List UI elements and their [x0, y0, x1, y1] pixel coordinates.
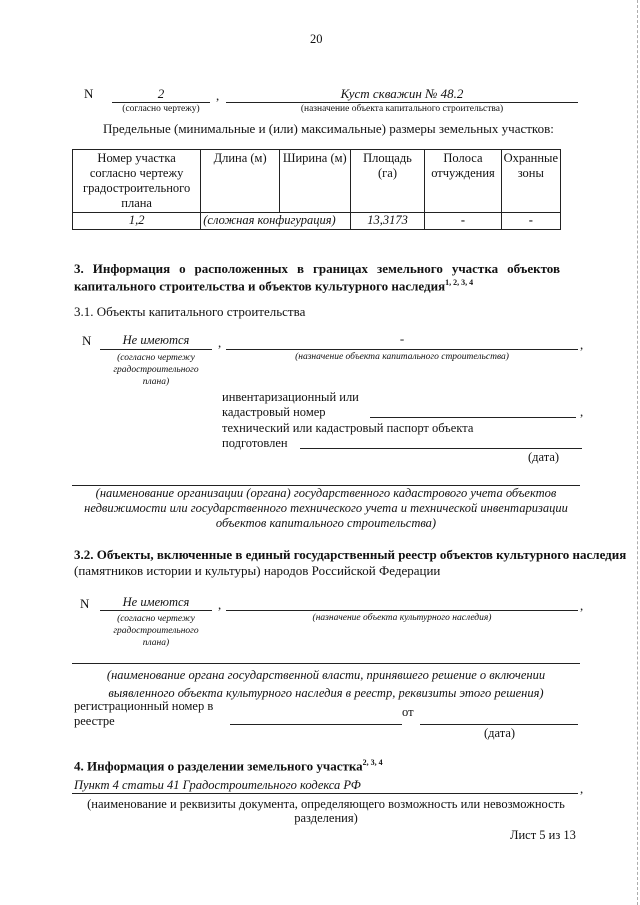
- n-caption-line: (согласно чертежу: [117, 353, 195, 363]
- object-underline-3-2: [226, 610, 578, 611]
- authority-caption-line: выявленного объекта культурного наследия в реестр, реквизиты этого решения): [108, 686, 544, 700]
- sizes-table: [72, 149, 561, 230]
- inventory-underline: [370, 417, 576, 418]
- passport-label-1: технический или кадастровый паспорт объекта: [222, 421, 474, 435]
- org-caption: [72, 486, 580, 531]
- section3-2-heading-1: [74, 547, 626, 563]
- n-value-3-1: Не имеются: [122, 333, 190, 347]
- table-cell: 13,3173: [350, 213, 425, 230]
- n-caption: (согласно чертежу): [122, 104, 200, 114]
- object-underline: [226, 102, 578, 103]
- table-header-cell: Полоса отчуждения: [425, 150, 501, 213]
- org-caption-line: недвижимости или государственного технического учета и технической инвентаризации: [84, 501, 568, 515]
- page-number: 20: [310, 32, 323, 46]
- object-value: Куст скважин № 48.2: [340, 86, 464, 101]
- section4-title-text: 4. Информация о разделении земельного участка: [74, 758, 363, 774]
- section3-title-text: капитального строительства и объектов культурного наследия: [74, 278, 446, 294]
- table-header-cell: Охранные зоны: [501, 150, 560, 213]
- n-label: N: [84, 86, 94, 101]
- n-underline: [112, 102, 210, 103]
- comma-inventory: ,: [580, 404, 584, 419]
- section4-title-sup: 2, 3, 4: [362, 758, 383, 767]
- n-caption-3-1: [96, 352, 216, 388]
- n-value-3-2: Не имеются: [122, 595, 190, 609]
- table-cell: 1,2: [73, 213, 201, 230]
- section3-title-line1: 3. Информация о расположенных в границах земельного участка объектов: [74, 261, 560, 276]
- comma: ,: [216, 88, 220, 103]
- table-header-cell: Длина (м): [201, 150, 280, 213]
- scan-edge: [634, 0, 638, 905]
- authority-underline: [72, 663, 580, 664]
- n-caption-line: градостроительного: [113, 626, 199, 636]
- inventory-label-1: инвентаризационный или: [222, 390, 359, 404]
- object-caption: (назначение объекта капитального строительства): [300, 104, 504, 114]
- table-header-cell: Площадь (га): [350, 150, 425, 213]
- from-label: от: [402, 705, 414, 719]
- object-value-3-1: -: [399, 331, 405, 346]
- object-underline-3-1: [226, 349, 578, 350]
- authority-caption-line: (наименование органа государственной власти, принявшего решение о включении: [106, 668, 546, 682]
- n-label-3-1: N: [82, 333, 92, 348]
- object-caption-3-2: (назначение объекта культурного наследия): [312, 613, 492, 623]
- table-header-row: [73, 150, 561, 213]
- passport-underline: [300, 448, 582, 449]
- table-row: [73, 213, 561, 230]
- n-caption-line: плана): [142, 377, 170, 387]
- comma-3-1a: ,: [218, 335, 222, 350]
- section4-caption-2: разделения): [294, 811, 358, 825]
- section4-title: [74, 758, 383, 774]
- section3-title-sup: 1, 2, 3, 4: [445, 278, 474, 287]
- n-caption-3-2: [96, 613, 216, 649]
- table-cell: -: [425, 213, 501, 230]
- section3-title-line2: [74, 278, 473, 294]
- date-caption-3-1: (дата): [528, 450, 560, 464]
- date-underline-3-2: [420, 724, 578, 725]
- section3-2-heading-text: 3.2. Объекты, включенные в единый государственный реестр объектов культурного наследия: [74, 547, 627, 562]
- section3-2-heading-2: (памятников истории и культуры) народов Российской Федерации: [74, 563, 441, 578]
- sheet-number: Лист 5 из 13: [510, 828, 576, 842]
- comma-3-1b: ,: [580, 337, 584, 352]
- section3-1-heading: 3.1. Объекты капитального строительства: [74, 304, 306, 319]
- n-caption-line: (согласно чертежу: [117, 614, 195, 624]
- table-cell: [201, 213, 350, 230]
- n-caption-line: плана): [142, 638, 170, 648]
- reg-underline: [230, 724, 402, 725]
- section4-value: Пункт 4 статьи 41 Градостроительного кодекса РФ: [74, 778, 361, 792]
- comma-3-2a: ,: [218, 597, 222, 612]
- n-label-3-2: N: [80, 596, 90, 611]
- n-underline-3-1: [100, 349, 212, 350]
- table-cell-text: (сложная конфигурация): [203, 213, 336, 227]
- object-caption-3-1: (назначение объекта капитального строительства): [295, 352, 509, 362]
- inventory-label-2: кадастровый номер: [222, 405, 326, 419]
- table-header-cell: Номер участка согласно чертежу градостроительного плана: [73, 150, 201, 213]
- sizes-heading: Предельные (минимальные и (или) максимальные) размеры земельных участков:: [103, 121, 554, 136]
- n-underline-3-2: [100, 610, 212, 611]
- org-caption-line: объектов капитального строительства): [215, 516, 437, 530]
- passport-label-2: подготовлен: [222, 436, 288, 450]
- n-value: 2: [157, 86, 165, 101]
- reg-label-2: реестре: [74, 714, 115, 728]
- section4-caption-1: (наименование и реквизиты документа, определяющего возможность или невозможность: [87, 797, 565, 811]
- authority-caption: [72, 666, 580, 702]
- n-caption-line: градостроительного: [113, 365, 199, 375]
- section4-underline: [72, 793, 578, 794]
- date-caption-3-2: (дата): [484, 726, 516, 740]
- comma-3-2b: ,: [580, 598, 584, 613]
- org-caption-line: (наименование организации (органа) государственного кадастрового учета объектов: [95, 486, 557, 500]
- reg-label-1: регистрационный номер в: [74, 699, 214, 713]
- section4-comma: ,: [580, 781, 584, 796]
- table-header-cell: Ширина (м): [279, 150, 350, 213]
- table-cell: -: [501, 213, 560, 230]
